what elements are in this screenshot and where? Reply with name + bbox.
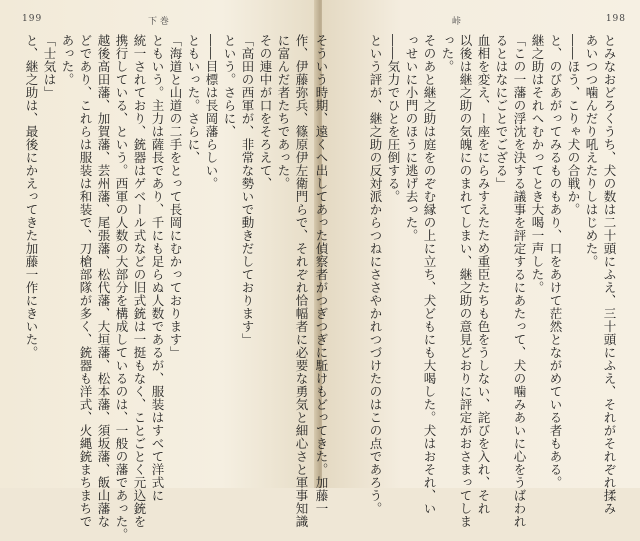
text-line: っせいに小門のほうに逃げ去った。 <box>404 34 419 242</box>
text-line: そういう時期、遠くへ出してあった偵察者がつぎつぎに駈けもどってきた。加藤一 <box>314 34 329 515</box>
text-line: ――目標は長岡藩らしい。 <box>204 34 219 190</box>
text-line: どであり、これらは服装は和装で、刀槍部隊が多く、銃器も洋式、火縄銃まちまちで <box>78 34 93 528</box>
text-line: と、のびあがってみるものもあり、口をあけて茫然とながめている者もある。 <box>548 34 563 489</box>
text-line: 以後は継之助の気魄にのまれてしまい、継之助の意見どおりに評定がおさまってしま <box>458 34 473 528</box>
text-line: 継之助はそれへむかってとき大喝一声した。 <box>530 34 545 294</box>
page-body-text <box>312 34 618 528</box>
text-line: という。さらに、 <box>222 34 237 138</box>
page-body-text <box>22 34 310 541</box>
text-line: 作、伊藤弥兵、篠原伊左衛門らで、それぞれ恰幅者に必要な勇気と細心さと軍事知識 <box>294 34 309 528</box>
text-line: ともいう。主力は薩長であり、千にも足らぬ人数であるが、服装はすべて洋式に <box>150 34 165 502</box>
text-line: に富んだ者たちであった。 <box>276 34 291 190</box>
text-line: とみなおどろくうち、犬の数は二十頭にふえ、三十頭にふえ、それがそれぞれ揉み <box>602 34 617 515</box>
text-line: ――ほう、こりゃ犬の合戦か。 <box>566 34 581 216</box>
text-line: 統一されており、銃器はゲベール式などの旧式銃は一挺もなく、ことごとく元込銃を <box>132 34 147 528</box>
text-line: そのあと継之助は庭をのぞむ縁の上に立ち、犬どもにも大喝した。犬はおそれ、い <box>422 34 437 515</box>
text-line: ――気力でひとを圧倒する。 <box>386 34 401 203</box>
running-head: 下 巻 <box>148 17 169 27</box>
text-line: 「高田の西軍が、非常な勢いで動きだしております」 <box>240 34 255 346</box>
text-line: った。 <box>440 34 455 73</box>
text-line: 「海道と山道の二手をとって長岡にむかっております」 <box>168 34 183 359</box>
text-line: 「この一藩の浮沈を決する議事を評定するにあたって、犬の噛みあいに心をうばわれ <box>512 34 527 528</box>
text-line: あいつつ噛んだり吼えたりしはじめた。 <box>584 34 599 268</box>
text-line <box>348 34 366 474</box>
right-page <box>314 0 640 528</box>
left-page <box>0 0 318 541</box>
text-line: 血相を変え、ー座をにらみすえたため重臣たちも色をうしない、詫びを入れ、それ <box>476 34 491 515</box>
text-line: るとはなにごとでござる」 <box>494 34 509 190</box>
text-line: と、継之助は、最後にかえってきた加藤一作にきいた。 <box>24 34 39 359</box>
text-line <box>330 34 348 474</box>
text-line: その連中が口をそろえて、 <box>258 34 273 190</box>
text-line: あった。 <box>60 34 75 86</box>
text-line: 「士気は」 <box>42 34 57 99</box>
text-line: ともいった。さらに、 <box>186 34 201 164</box>
text-line: 携行している、という。西軍の人数の大部分を構成しているのは、一般の藩であった。 <box>114 34 129 541</box>
page-number: 198 <box>605 14 626 24</box>
page-number: 199 <box>22 14 43 24</box>
running-head: 峠 <box>452 17 462 27</box>
text-line: 越後高田藩、加賀藩、芸州藩、尾張藩、松代藩、大垣藩、松本藩、須坂藩、飯山藩な <box>96 34 111 528</box>
text-line: という評が、継之助の反対派からつねにささやかれつづけたのはこの点であろう。 <box>368 34 383 515</box>
